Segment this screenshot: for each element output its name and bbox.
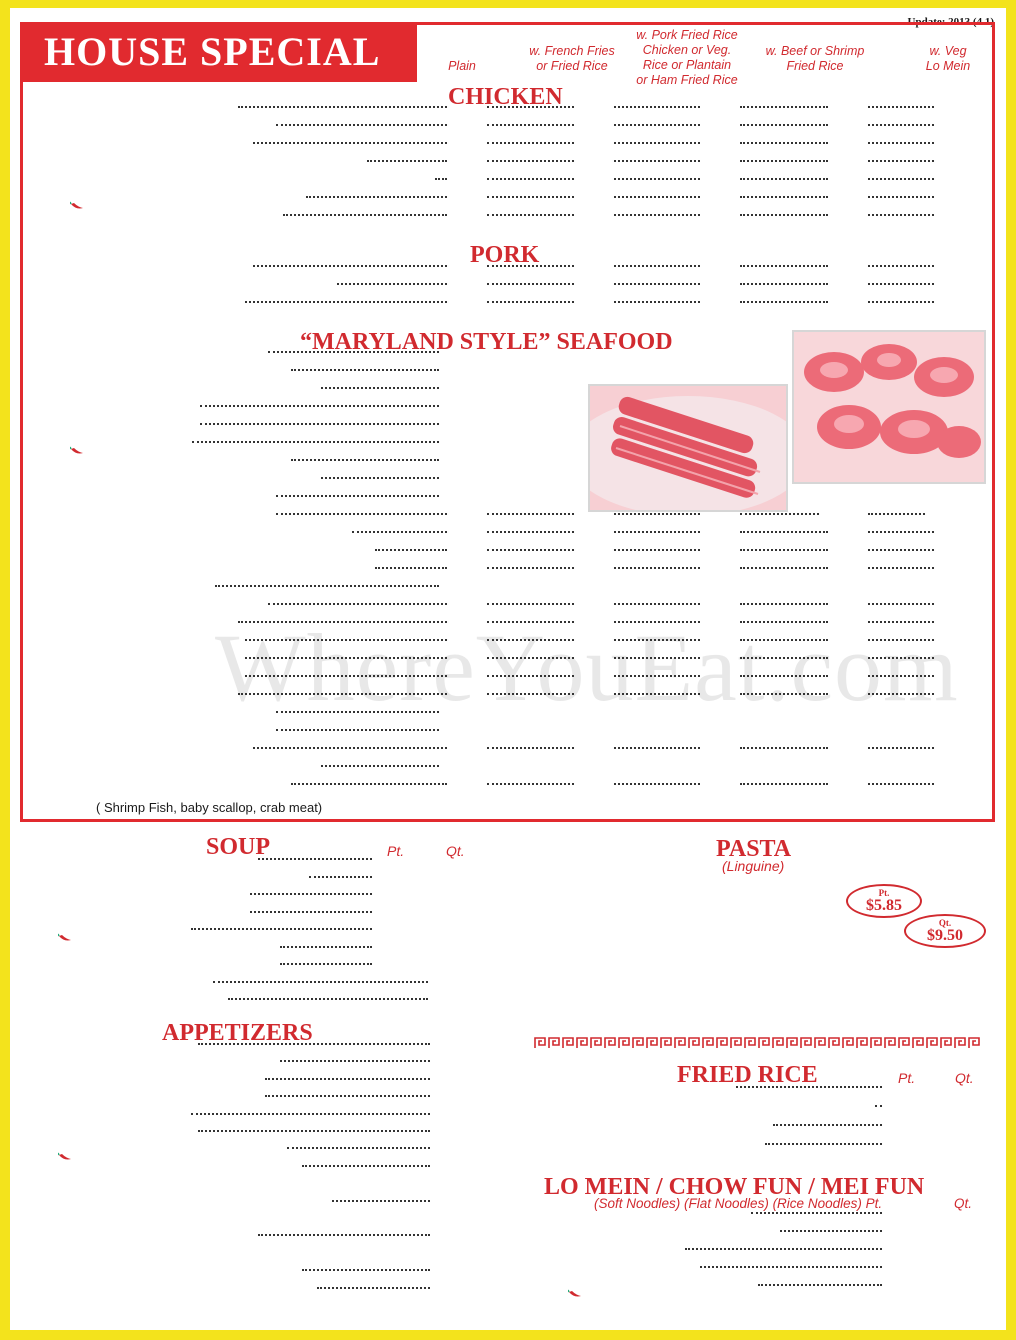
leader-dots: [740, 531, 828, 533]
appetizer-row: [20, 1182, 476, 1200]
soup-row: [36, 876, 476, 894]
menu-item-row: [36, 747, 981, 765]
section-chicken: CHICKEN: [448, 84, 563, 110]
pasta-quart-price: Qt. $9.50: [904, 914, 986, 948]
appetizer-row: [20, 1234, 476, 1252]
leader-dots: [291, 783, 447, 785]
menu-item-row: [36, 711, 981, 729]
leader-dots: [868, 657, 934, 659]
decorative-border: [534, 1036, 980, 1050]
leader-dots: [740, 567, 828, 569]
leader-dots: [276, 124, 447, 126]
leader-dots: [276, 729, 439, 731]
menu-item-row: [36, 693, 981, 711]
menu-item-row: [36, 657, 981, 675]
leader-dots: [435, 178, 447, 180]
leader-dots: [740, 693, 828, 695]
leader-dots: [268, 603, 447, 605]
leader-dots: [238, 106, 447, 108]
leader-dots: [614, 301, 700, 303]
leader-dots: [487, 603, 574, 605]
leader-dots: [276, 513, 447, 515]
leader-dots: [780, 1230, 882, 1232]
leader-dots: [250, 893, 372, 895]
leader-dots: [868, 265, 934, 267]
menu-item-row: [36, 729, 981, 747]
menu-item-row: [36, 142, 981, 160]
leader-dots: [317, 1287, 430, 1289]
menu-item-row: [36, 106, 981, 124]
hot-pepper-icon: [58, 933, 72, 943]
menu-item-row: [36, 459, 981, 477]
leader-dots: [614, 196, 700, 198]
house-special-banner-text: HOUSE SPECIAL: [22, 22, 417, 82]
menu-item-row: [36, 301, 981, 319]
leader-dots: [265, 1078, 430, 1080]
leader-dots: [868, 142, 934, 144]
appetizer-row: [20, 1130, 476, 1148]
leader-dots: [487, 747, 574, 749]
leader-dots: [302, 1269, 430, 1271]
leader-dots: [614, 513, 700, 515]
menu-item-row: [36, 603, 981, 621]
pasta-subtitle: (Linguine): [722, 858, 785, 874]
menu-item-row: [36, 124, 981, 142]
section-soup: SOUP: [206, 834, 271, 860]
leader-dots: [487, 106, 574, 108]
leader-dots: [736, 1086, 882, 1088]
fried-rice-qt-header: Qt.: [955, 1070, 974, 1086]
soup-row: [36, 981, 476, 999]
appetizer-row: [20, 1043, 476, 1061]
leader-dots: [868, 301, 934, 303]
pasta-row: [546, 998, 966, 1016]
leader-dots: [614, 214, 700, 216]
leader-dots: [487, 142, 574, 144]
leader-dots: [740, 513, 819, 515]
leader-dots: [253, 265, 447, 267]
leader-dots: [740, 621, 828, 623]
leader-dots: [487, 531, 574, 533]
leader-dots: [487, 160, 574, 162]
leader-dots: [258, 1234, 430, 1236]
lo-mein-subtitle: (Soft Noodles) (Flat Noodles) (Rice Noodles) Pt.: [594, 1196, 883, 1211]
leader-dots: [614, 693, 700, 695]
menu-item-row: [36, 405, 981, 423]
lo-mein-row: [544, 1230, 980, 1248]
leader-dots: [280, 963, 372, 965]
leader-dots: [868, 693, 934, 695]
col-header-pork-fried-rice: w. Pork Fried Rice Chicken or Veg. Rice or Plantain or Ham Fried Rice: [636, 28, 738, 87]
leader-dots: [487, 178, 574, 180]
leader-dots: [868, 513, 925, 515]
leader-dots: [306, 196, 447, 198]
appetizer-row: [20, 1095, 476, 1113]
leader-dots: [200, 405, 439, 407]
lo-mein-qt-header: Qt.: [954, 1196, 973, 1211]
col-header-plain: Plain: [448, 59, 476, 73]
leader-dots: [309, 876, 372, 878]
leader-dots: [245, 675, 447, 677]
leader-dots: [487, 639, 574, 641]
leader-dots: [868, 621, 934, 623]
leader-dots: [198, 1043, 430, 1045]
leader-dots: [614, 142, 700, 144]
leader-dots: [614, 160, 700, 162]
section-fried-rice: FRIED RICE: [677, 1062, 818, 1088]
leader-dots: [287, 1147, 430, 1149]
leader-dots: [740, 549, 828, 551]
leader-dots: [740, 214, 828, 216]
leader-dots: [700, 1266, 883, 1268]
lo-mein-row: [544, 1248, 980, 1266]
menu-item-row: [36, 160, 981, 178]
lo-mein-row: [544, 1284, 980, 1302]
menu-item-row: [36, 265, 981, 283]
soup-row: [36, 928, 476, 946]
fried-rice-row: [544, 1124, 980, 1142]
pasta-row: [546, 919, 966, 937]
leader-dots: [200, 423, 439, 425]
leader-dots: [192, 441, 439, 443]
leader-dots: [614, 567, 700, 569]
leader-dots: [487, 214, 574, 216]
leader-dots: [740, 783, 828, 785]
soup-row: [36, 946, 476, 964]
leader-dots: [614, 621, 700, 623]
menu-item-row: [36, 283, 981, 301]
menu-item-row: [36, 549, 981, 567]
col-header-veg-lo-mein: w. Veg Lo Mein: [925, 44, 971, 73]
soup-row: [36, 963, 476, 981]
leader-dots: [487, 783, 574, 785]
leader-dots: [291, 459, 439, 461]
leader-dots: [740, 124, 828, 126]
leader-dots: [868, 639, 934, 641]
fried-rice-row: [544, 1143, 980, 1161]
leader-dots: [302, 1165, 430, 1167]
col-header-beef-shrimp-rice: w. Beef or Shrimp Fried Rice: [765, 44, 865, 73]
pasta-row: [546, 958, 966, 976]
leader-dots: [213, 981, 428, 983]
leader-dots: [614, 124, 700, 126]
menu-item-row: [36, 495, 981, 513]
leader-dots: [868, 783, 934, 785]
soup-pt-header: Pt.: [387, 843, 405, 859]
leader-dots: [245, 639, 447, 641]
watermark: WhereYouEat.com: [215, 614, 959, 721]
leader-dots: [191, 928, 372, 930]
leader-dots: [614, 106, 700, 108]
leader-dots: [868, 531, 934, 533]
leader-dots: [253, 747, 447, 749]
appetizer-row: [20, 1200, 476, 1218]
leader-dots: [321, 765, 439, 767]
leader-dots: [868, 567, 934, 569]
leader-dots: [283, 214, 447, 216]
leader-dots: [751, 1212, 882, 1214]
leader-dots: [868, 160, 934, 162]
menu-item-row: [36, 387, 981, 405]
leader-dots: [740, 178, 828, 180]
menu-item-row: [36, 196, 981, 214]
leader-dots: [868, 106, 934, 108]
leader-dots: [765, 1143, 882, 1145]
leader-dots: [245, 657, 447, 659]
leader-dots: [352, 531, 447, 533]
leader-dots: [614, 675, 700, 677]
section-lo-mein: LO MEIN / CHOW FUN / MEI FUN: [544, 1174, 925, 1200]
leader-dots: [868, 196, 934, 198]
leader-dots: [276, 711, 439, 713]
leader-dots: [268, 351, 439, 353]
menu-item-row: [36, 369, 981, 387]
leader-dots: [868, 214, 934, 216]
leader-dots: [321, 477, 439, 479]
menu-item-row: [36, 531, 981, 549]
menu-item-row: [36, 765, 981, 783]
menu-item-row: [36, 441, 981, 459]
h35-note: ( Shrimp Fish, baby scallop, crab meat): [96, 800, 323, 815]
soup-row: [36, 911, 476, 929]
leader-dots: [487, 621, 574, 623]
leader-dots: [487, 283, 574, 285]
menu-item-row: [36, 513, 981, 531]
leader-dots: [614, 747, 700, 749]
appetizer-row: [20, 1287, 476, 1305]
leader-dots: [740, 265, 828, 267]
leader-dots: [868, 124, 934, 126]
leader-dots: [868, 178, 934, 180]
menu-item-row: [36, 675, 981, 693]
hot-pepper-icon: [70, 446, 84, 456]
menu-item-row: [36, 178, 981, 196]
menu-item-row: [36, 639, 981, 657]
appetizer-row: [20, 1252, 476, 1270]
leader-dots: [198, 1130, 430, 1132]
leader-dots: [321, 387, 439, 389]
hot-pepper-icon: [58, 1152, 72, 1162]
leader-dots: [367, 160, 447, 162]
appetizer-row: [20, 1060, 476, 1078]
appetizer-row: [20, 1078, 476, 1096]
leader-dots: [740, 603, 828, 605]
leader-dots: [614, 783, 700, 785]
leader-dots: [614, 549, 700, 551]
menu-item-row: [36, 351, 981, 369]
leader-dots: [868, 283, 934, 285]
leader-dots: [614, 639, 700, 641]
leader-dots: [868, 675, 934, 677]
leader-dots: [875, 1105, 882, 1107]
leader-dots: [868, 549, 934, 551]
leader-dots: [740, 160, 828, 162]
hot-pepper-icon: [568, 1289, 582, 1299]
leader-dots: [758, 1284, 882, 1286]
soup-qt-header: Qt.: [446, 843, 465, 859]
soup-row: [36, 998, 476, 1016]
leader-dots: [487, 265, 574, 267]
leader-dots: [250, 911, 372, 913]
section-pork: PORK: [470, 242, 540, 268]
leader-dots: [487, 567, 574, 569]
pasta-row: [546, 978, 966, 996]
leader-dots: [740, 657, 828, 659]
leader-dots: [487, 657, 574, 659]
appetizer-row: [20, 1165, 476, 1183]
leader-dots: [685, 1248, 882, 1250]
leader-dots: [228, 998, 428, 1000]
leader-dots: [191, 1113, 430, 1115]
leader-dots: [773, 1124, 883, 1126]
update-note: Update: 2013 (4.1): [907, 16, 994, 28]
leader-dots: [238, 693, 447, 695]
leader-dots: [487, 301, 574, 303]
leader-dots: [614, 283, 700, 285]
leader-dots: [740, 196, 828, 198]
leader-dots: [740, 106, 828, 108]
leader-dots: [487, 196, 574, 198]
leader-dots: [614, 603, 700, 605]
menu-item-row: [36, 423, 981, 441]
leader-dots: [276, 495, 439, 497]
leader-dots: [740, 747, 828, 749]
menu-item-row: [36, 477, 981, 495]
leader-dots: [375, 567, 447, 569]
fried-rice-pt-header: Pt.: [898, 1070, 916, 1086]
leader-dots: [253, 142, 447, 144]
leader-dots: [280, 946, 372, 948]
section-appetizers: APPETIZERS: [162, 1020, 313, 1046]
menu-item-row: [36, 585, 981, 603]
leader-dots: [614, 531, 700, 533]
leader-dots: [868, 603, 934, 605]
leader-dots: [487, 675, 574, 677]
leader-dots: [740, 283, 828, 285]
leader-dots: [487, 693, 574, 695]
leader-dots: [238, 621, 447, 623]
leader-dots: [375, 549, 447, 551]
leader-dots: [740, 142, 828, 144]
leader-dots: [258, 858, 372, 860]
lo-mein-row: [544, 1212, 980, 1230]
leader-dots: [337, 283, 447, 285]
pasta-row: [546, 939, 966, 957]
appetizer-row: [20, 1269, 476, 1287]
leader-dots: [487, 124, 574, 126]
appetizer-row: [20, 1217, 476, 1235]
leader-dots: [291, 369, 439, 371]
leader-dots: [487, 549, 574, 551]
leader-dots: [740, 675, 828, 677]
leader-dots: [868, 747, 934, 749]
leader-dots: [614, 178, 700, 180]
hot-pepper-icon: [70, 201, 84, 211]
section-pasta: PASTA: [716, 836, 792, 862]
leader-dots: [265, 1095, 430, 1097]
appetizer-row: [20, 1147, 476, 1165]
menu-item-row: [36, 567, 981, 585]
leader-dots: [332, 1200, 430, 1202]
leader-dots: [245, 301, 447, 303]
soup-row: [36, 858, 476, 876]
leader-dots: [487, 513, 574, 515]
leader-dots: [740, 301, 828, 303]
appetizer-row: [20, 1113, 476, 1131]
leader-dots: [215, 585, 439, 587]
pasta-pint-price: Pt. $5.85: [846, 884, 922, 918]
fried-rice-row: [544, 1086, 980, 1104]
col-header-french-fries: w. French Fries or Fried Rice: [529, 44, 615, 73]
soup-row: [36, 893, 476, 911]
menu-item-row: [36, 214, 981, 232]
leader-dots: [614, 657, 700, 659]
fried-rice-row: [544, 1105, 980, 1123]
leader-dots: [740, 639, 828, 641]
menu-item-row: [36, 621, 981, 639]
leader-dots: [280, 1060, 430, 1062]
leader-dots: [614, 265, 700, 267]
section-seafood: “MARYLAND STYLE” SEAFOOD: [300, 329, 673, 355]
lo-mein-row: [544, 1266, 980, 1284]
menu-item-row: [36, 783, 981, 801]
